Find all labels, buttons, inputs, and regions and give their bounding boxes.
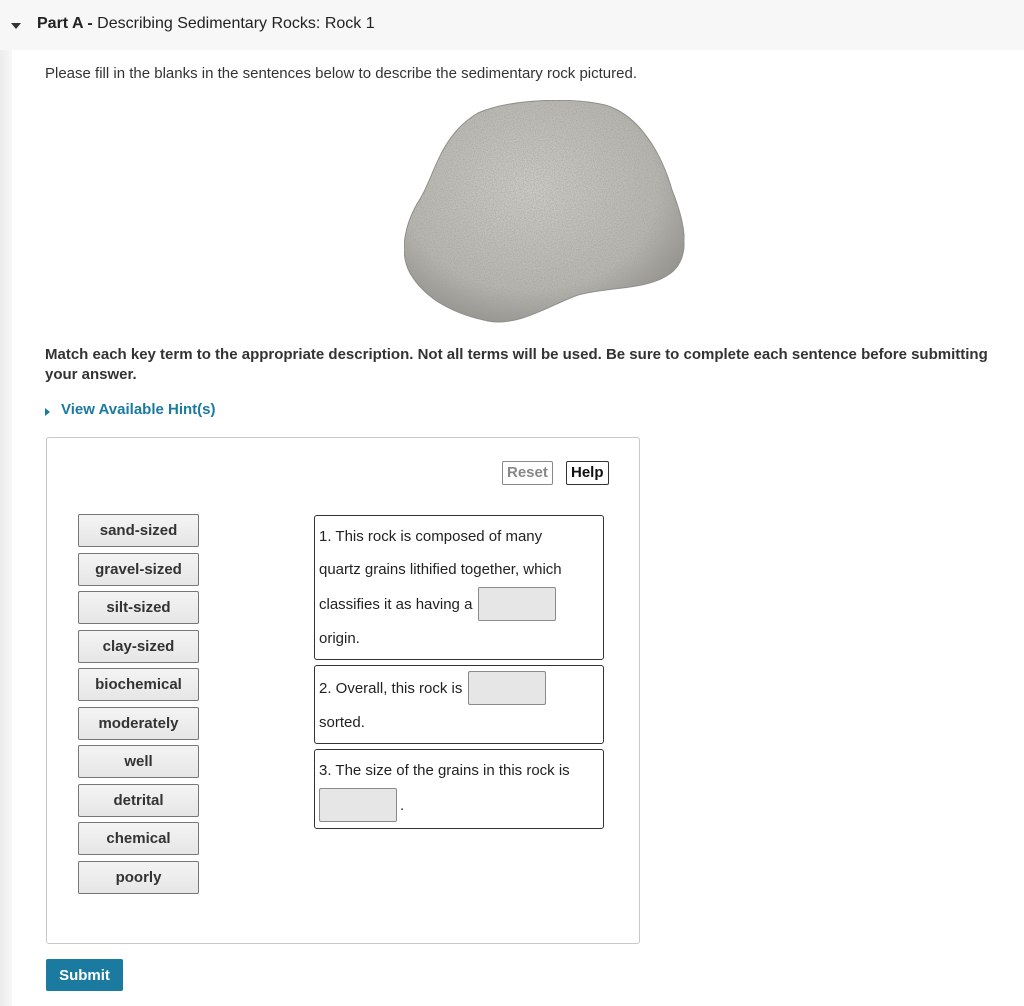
term-well[interactable]: well [78, 745, 199, 778]
term-chemical[interactable]: chemical [78, 822, 199, 855]
sentence-1 [314, 515, 604, 660]
term-detrital[interactable]: detrital [78, 784, 199, 817]
left-gutter [0, 0, 12, 1006]
sentence-1-line-3-text: classifies it as having a [319, 595, 473, 613]
sentence-2-line-1-text: 2. Overall, this rock is [319, 679, 463, 697]
submit-button[interactable]: Submit [46, 959, 123, 991]
part-title-text: Describing Sedimentary Rocks: Rock 1 [97, 15, 375, 32]
drop-zone-1[interactable] [478, 587, 556, 621]
term-biochemical[interactable]: biochemical [78, 668, 199, 701]
match-instructions: Match each key term to the appropriate description. Not all terms will be used. Be sure to complete each sentence before submitting your answer. [45, 346, 988, 383]
part-header[interactable] [0, 0, 1024, 50]
reset-button[interactable]: Reset [502, 461, 553, 485]
help-button[interactable]: Help [566, 461, 609, 485]
sentence-2-line-1 [319, 671, 546, 705]
sentence-1-line-3 [319, 587, 556, 621]
part-title [37, 15, 375, 33]
term-silt-sized[interactable]: silt-sized [78, 591, 199, 624]
sentence-1-line-1: 1. This rock is composed of many [319, 528, 543, 545]
rock-image [400, 95, 692, 330]
sentence-3 [314, 749, 604, 829]
caret-down-icon[interactable] [11, 23, 21, 29]
sentence-1-line-4: origin. [319, 630, 360, 647]
view-hints-link[interactable] [45, 401, 216, 418]
sentence-2 [314, 665, 604, 744]
sentence-3-line-2 [319, 788, 404, 822]
term-gravel-sized[interactable]: gravel-sized [78, 553, 199, 586]
term-moderately[interactable]: moderately [78, 707, 199, 740]
term-sand-sized[interactable]: sand-sized [78, 514, 199, 547]
instructions-text: Please fill in the blanks in the sentences below to describe the sedimentary rock pictured. [45, 65, 637, 82]
term-clay-sized[interactable]: clay-sized [78, 630, 199, 663]
sentence-1-line-2: quartz grains lithified together, which [319, 561, 562, 578]
part-label: Part A - [37, 15, 93, 32]
caret-right-icon [45, 408, 50, 416]
drop-zone-3[interactable] [319, 788, 397, 822]
drop-zone-2[interactable] [468, 671, 546, 705]
term-poorly[interactable]: poorly [78, 861, 199, 894]
sentence-2-line-2: sorted. [319, 714, 365, 731]
sentence-3-period: . [400, 796, 405, 814]
view-hints-label[interactable]: View Available Hint(s) [61, 401, 216, 418]
sentence-3-line-1: 3. The size of the grains in this rock is [319, 762, 570, 779]
